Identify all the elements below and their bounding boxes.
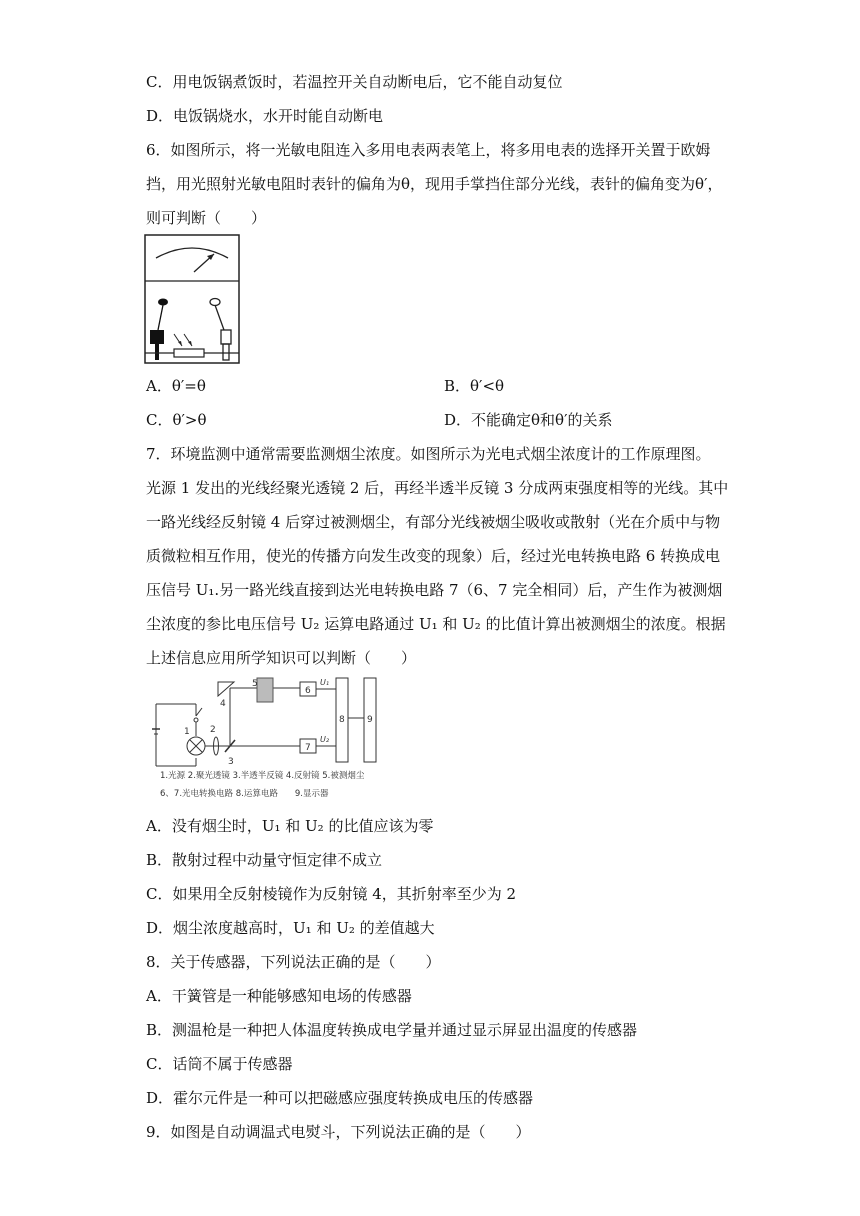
question-7-stem-2: 光源 1 发出的光线经聚光透镜 2 后，再经半透半反镜 3 分成两束强度相等的光线。其中 (146, 479, 729, 497)
smoke-meter-figure (150, 674, 400, 804)
label-3: 3 (228, 757, 234, 767)
question-7-stem-4: 质微粒相互作用，使光的传播方向发生改变的现象）后，经过光电转换电路 6 转换成电 (146, 547, 721, 565)
label-5: 5 (252, 679, 258, 689)
option-6b: B．θ′<θ (444, 377, 505, 395)
option-7d: D．烟尘浓度越高时，U₁ 和 U₂ 的差值越大 (146, 919, 435, 937)
question-9-stem: 9．如图是自动调温式电熨斗，下列说法正确的是（ ） (146, 1123, 531, 1141)
question-7-stem-6: 尘浓度的参比电压信号 U₂ 运算电路通过 U₁ 和 U₂ 的比值计算出被测烟尘的浓度。根据 (146, 615, 726, 633)
label-u1: U₁ (320, 678, 330, 687)
option-6c: C．θ′>θ (146, 411, 207, 429)
label-9: 9 (367, 715, 373, 725)
label-6: 6 (305, 686, 311, 696)
label-4: 4 (220, 699, 226, 709)
question-7-stem-1: 7．环境监测中通常需要监测烟尘浓度。如图所示为光电式烟尘浓度计的工作原理图。 (146, 445, 711, 463)
option-8a: A．干簧管是一种能够感知电场的传感器 (146, 987, 412, 1005)
question-7-stem-3: 一路光线经反射镜 4 后穿过被测烟尘，有部分光线被烟尘吸收或散射（光在介质中与物 (146, 513, 721, 531)
question-6-stem-3: 则可判断（ ） (146, 209, 267, 227)
question-7-stem-5: 压信号 U₁.另一路光线直接到达光电转换电路 7（6、7 完全相同）后，产生作为被测烟 (146, 581, 723, 599)
multimeter-figure (144, 234, 244, 368)
label-u2: U₂ (320, 735, 330, 744)
option-5d: D．电饭锅烧水，水开时能自动断电 (146, 107, 384, 125)
option-6a: A．θ′=θ (146, 377, 206, 395)
option-7b: B．散射过程中动量守恒定律不成立 (146, 851, 383, 869)
option-8c: C．话筒不属于传感器 (146, 1055, 293, 1073)
option-8b: B．测温枪是一种把人体温度转换成电学量并通过显示屏显出温度的传感器 (146, 1021, 638, 1039)
question-7-stem-7: 上述信息应用所学知识可以判断（ ） (146, 649, 417, 667)
option-7a: A．没有烟尘时，U₁ 和 U₂ 的比值应该为零 (146, 817, 434, 835)
label-7: 7 (305, 743, 311, 753)
option-8d: D．霍尔元件是一种可以把磁感应强度转换成电压的传感器 (146, 1089, 534, 1107)
caption-line-1: 1.光源 2.聚光透镜 3.半透半反镜 4.反射镜 5.被测烟尘 (160, 771, 365, 781)
question-8-stem: 8．关于传感器，下列说法正确的是（ ） (146, 953, 441, 971)
label-8: 8 (339, 715, 345, 725)
label-1: 1 (184, 727, 190, 737)
caption-line-2: 6、7.光电转换电路 8.运算电路 9.显示器 (160, 789, 329, 799)
option-5c: C．用电饭锅煮饭时，若温控开关自动断电后，它不能自动复位 (146, 73, 563, 91)
label-2: 2 (210, 725, 216, 735)
option-7c: C．如果用全反射棱镜作为反射镜 4，其折射率至少为 2 (146, 885, 517, 903)
question-6-stem-2: 挡，用光照射光敏电阻时表针的偏角为θ，现用手掌挡住部分光线，表针的偏角变为θ′， (146, 175, 723, 193)
option-6d: D．不能确定θ和θ′的关系 (444, 411, 613, 429)
question-6-stem-1: 6．如图所示，将一光敏电阻连入多用电表两表笔上，将多用电表的选择开关置于欧姆 (146, 141, 711, 159)
